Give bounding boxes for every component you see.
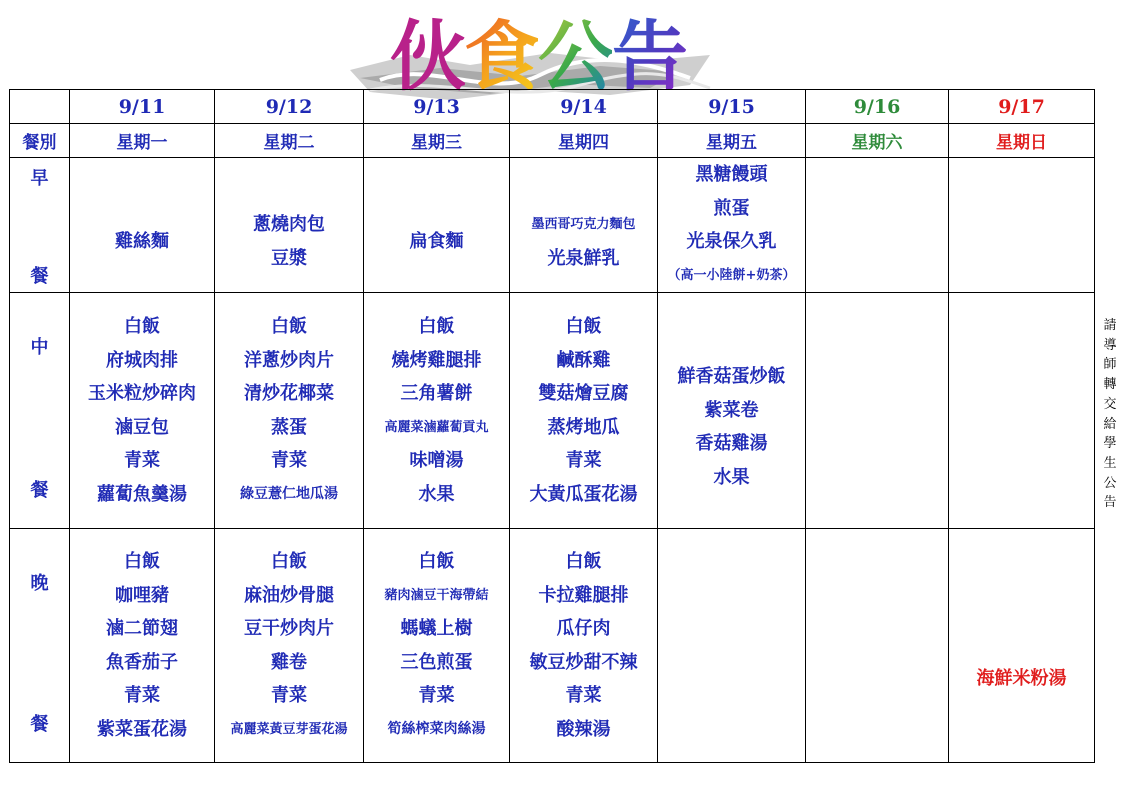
dish-item: 扁食麵 xyxy=(409,231,464,252)
weekday-cell: 星期一 xyxy=(70,124,215,158)
dish-item: 雞絲麵 xyxy=(115,231,169,252)
menu-table xyxy=(9,89,1095,763)
dish-item: 白飯 xyxy=(124,551,160,572)
dish-item: 紫菜卷 xyxy=(704,399,759,421)
dish-item: 蒸烤地瓜 xyxy=(547,416,620,438)
title-char-4: 告 xyxy=(612,0,686,105)
date-cell: 9/11 xyxy=(70,90,215,124)
breakfast-day-cell xyxy=(215,158,364,293)
breakfast-label-bottom: 餐 xyxy=(30,266,49,287)
dish-item: 海鮮米粉湯 xyxy=(976,668,1067,690)
dish-item: 筍絲榨菜肉絲湯 xyxy=(387,720,486,737)
dinner-row xyxy=(10,529,1095,763)
dinner-day-cell xyxy=(70,529,215,763)
dish-item: 青菜 xyxy=(271,685,307,706)
lunch-day-cell xyxy=(658,293,806,529)
dinner-day-cell xyxy=(364,529,510,763)
dinner-label-cell xyxy=(10,529,70,763)
dish-item: 水果 xyxy=(713,466,750,488)
dish-item: 大黃瓜蛋花湯 xyxy=(529,483,638,505)
dish-item: 白飯 xyxy=(124,316,160,337)
weekday-header-row xyxy=(10,124,1095,158)
dish-item: 光泉鮮乳 xyxy=(547,247,620,269)
dish-item: 白飯 xyxy=(418,316,455,337)
weekday-cell: 星期日 xyxy=(949,124,1095,158)
dish-item: 雞卷 xyxy=(271,651,307,673)
dish-item: 白飯 xyxy=(565,316,602,337)
dish-item: 白飯 xyxy=(565,551,602,572)
teacher-notice: 請導師轉交給學生公告 xyxy=(1103,318,1117,511)
date-cell: 9/14 xyxy=(510,90,658,124)
dish-item: 燒烤雞腿排 xyxy=(391,349,482,371)
dish-item: 卡拉雞腿排 xyxy=(538,584,629,606)
dish-item: 青菜 xyxy=(271,450,307,471)
lunch-day-cell xyxy=(510,293,658,529)
breakfast-day-cell xyxy=(364,158,510,293)
dish-item: 黑糖饅頭 xyxy=(695,164,768,185)
weekday-cell: 星期四 xyxy=(510,124,658,158)
dish-item: 蘿蔔魚羹湯 xyxy=(97,483,187,505)
date-cell: 9/17 xyxy=(949,90,1095,124)
dish-item: 光泉保久乳 xyxy=(686,231,777,252)
dish-item xyxy=(658,327,805,361)
dish-item: 白飯 xyxy=(271,316,307,337)
dinner-day-cell xyxy=(510,529,658,763)
dinner-label-bottom: 餐 xyxy=(30,714,49,735)
dish-item: 豆漿 xyxy=(271,247,307,269)
dish-item: 青菜 xyxy=(565,685,602,706)
dish-item: 玉米粒炒碎肉 xyxy=(88,383,196,404)
dinner-day-cell xyxy=(658,529,806,763)
dish-item: 豬肉滷豆干海帶結 xyxy=(384,587,489,603)
meal-column-header: 餐別 xyxy=(10,124,70,158)
dish-item: 高麗菜黃豆芽蛋花湯 xyxy=(230,721,348,737)
weekday-cell: 星期三 xyxy=(364,124,510,158)
lunch-label-top: 中 xyxy=(30,337,49,358)
dish-item: 敏豆炒甜不辣 xyxy=(529,651,638,673)
dish-item: 青菜 xyxy=(418,685,455,706)
date-cell: 9/15 xyxy=(658,90,806,124)
dish-item: （高一小陸餅+奶茶） xyxy=(667,267,796,283)
dish-item: 酸辣湯 xyxy=(556,718,611,740)
lunch-label-cell xyxy=(10,293,70,529)
dish-item: 豆干炒肉片 xyxy=(244,618,334,639)
dish-item: 味噌湯 xyxy=(409,450,464,471)
dish-item: 綠豆薏仁地瓜湯 xyxy=(240,485,338,502)
lunch-row xyxy=(10,293,1095,529)
corner-cell xyxy=(10,90,70,124)
dish-item: 府城肉排 xyxy=(106,349,178,371)
date-cell: 9/13 xyxy=(364,90,510,124)
dish-item: 鹹酥雞 xyxy=(556,349,611,371)
dish-item: 瓜仔肉 xyxy=(556,618,611,639)
dish-item: 三角薯餅 xyxy=(400,383,473,404)
lunch-day-cell xyxy=(806,293,949,529)
dish-item: 水果 xyxy=(418,483,455,505)
dish-item: 白飯 xyxy=(271,551,307,572)
dish-item: 滷二節翅 xyxy=(106,618,178,639)
dinner-day-cell xyxy=(949,529,1095,763)
dish-item xyxy=(70,192,214,226)
dish-item: 蒸蛋 xyxy=(271,416,307,438)
breakfast-day-cell xyxy=(658,158,806,293)
dish-item: 咖哩豬 xyxy=(115,584,169,606)
dish-item: 蔥燒肉包 xyxy=(253,214,325,236)
dish-item: 麻油炒骨腿 xyxy=(244,584,334,606)
lunch-day-cell xyxy=(215,293,364,529)
dish-item: 三色煎蛋 xyxy=(400,651,473,673)
dish-item xyxy=(510,175,657,209)
dinner-day-cell xyxy=(215,529,364,763)
lunch-day-cell xyxy=(70,293,215,529)
dish-item: 高麗菜滷蘿蔔貢丸 xyxy=(384,419,489,435)
weekday-cell: 星期六 xyxy=(806,124,949,158)
breakfast-day-cell xyxy=(70,158,215,293)
title-char-3: 公 xyxy=(538,0,612,105)
dish-item: 青菜 xyxy=(124,685,160,706)
breakfast-day-cell xyxy=(510,158,658,293)
title-char-1: 伙 xyxy=(390,12,464,101)
lunch-day-cell xyxy=(949,293,1095,529)
date-header-row xyxy=(10,90,1095,124)
dish-item: 香菇雞湯 xyxy=(695,433,768,455)
dish-item xyxy=(364,192,509,226)
dish-item: 白飯 xyxy=(418,551,455,572)
breakfast-label-top: 早 xyxy=(30,168,49,189)
dish-item: 墨西哥巧克力麵包 xyxy=(531,217,636,233)
breakfast-row xyxy=(10,158,1095,293)
dinner-day-cell xyxy=(806,529,949,763)
breakfast-day-cell xyxy=(806,158,949,293)
dish-item: 青菜 xyxy=(124,450,160,471)
lunch-label-bottom: 餐 xyxy=(30,480,49,501)
dish-item: 洋蔥炒肉片 xyxy=(244,349,334,371)
dish-item xyxy=(215,175,363,209)
dish-item xyxy=(949,629,1094,663)
breakfast-label-cell xyxy=(10,158,70,293)
dish-item xyxy=(949,595,1094,629)
date-cell: 9/12 xyxy=(215,90,364,124)
dish-item: 青菜 xyxy=(565,450,602,471)
weekday-cell: 星期二 xyxy=(215,124,364,158)
breakfast-day-cell xyxy=(949,158,1095,293)
dish-item: 雙菇燴豆腐 xyxy=(538,383,629,404)
title-char-2: 食 xyxy=(464,0,538,105)
dish-item: 鮮香菇蛋炒飯 xyxy=(677,366,786,388)
dish-item: 螞蟻上樹 xyxy=(400,618,473,639)
dinner-label-top: 晚 xyxy=(30,573,49,594)
dish-item: 滷豆包 xyxy=(115,416,169,438)
date-cell: 9/16 xyxy=(806,90,949,124)
dish-item: 魚香茄子 xyxy=(106,651,178,673)
weekday-cell: 星期五 xyxy=(658,124,806,158)
dish-item: 清炒花椰菜 xyxy=(244,383,334,404)
dish-item: 紫菜蛋花湯 xyxy=(97,718,187,740)
lunch-day-cell xyxy=(364,293,510,529)
dish-item: 煎蛋 xyxy=(713,197,750,219)
